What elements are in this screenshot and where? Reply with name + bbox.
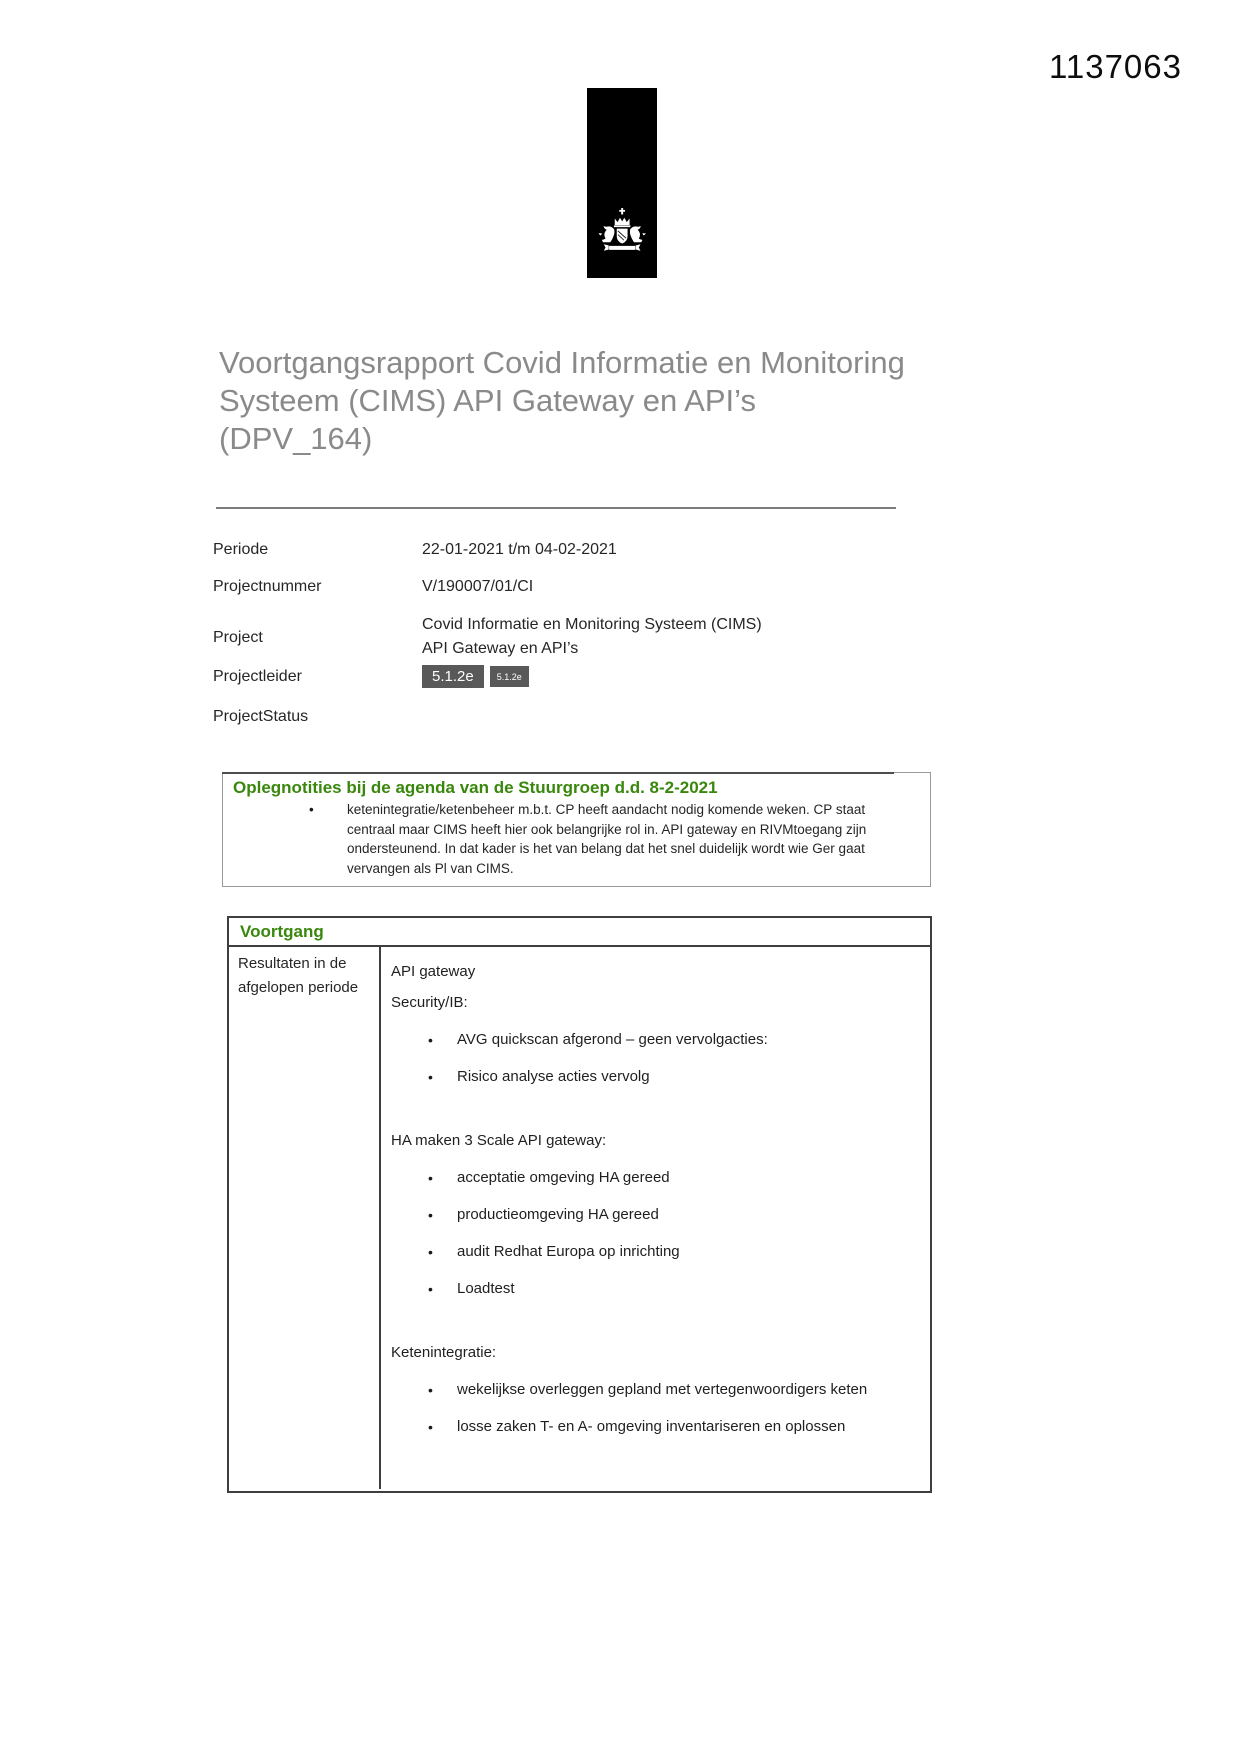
redaction-chip: 5.1.2e bbox=[422, 665, 484, 688]
bullet-icon: • bbox=[428, 1207, 433, 1223]
voortgang-item bbox=[391, 1168, 914, 1188]
voortgang-item-text: acceptatie omgeving HA gereed bbox=[457, 1169, 670, 1186]
bullet-icon: • bbox=[428, 1281, 433, 1297]
report-title-line1: Voortgangsrapport Covid Informatie en Monitoring bbox=[219, 345, 905, 380]
bullet-icon: • bbox=[428, 1170, 433, 1186]
doc-number: 1137063 bbox=[1048, 48, 1182, 85]
voortgang-title: Voortgang bbox=[240, 921, 324, 941]
voortgang-body-row bbox=[229, 947, 930, 1489]
title-divider bbox=[216, 507, 896, 509]
voortgang-item-text: HA maken 3 Scale API gateway: bbox=[391, 1132, 607, 1149]
projectstatus-label: ProjectStatus bbox=[213, 708, 309, 725]
voortgang-row-label bbox=[229, 947, 381, 1489]
report-title-line3: (DPV_164) bbox=[219, 421, 373, 456]
opleg-bullet-item bbox=[223, 800, 930, 878]
voortgang-item bbox=[391, 1417, 914, 1437]
periode-label: Periode bbox=[213, 541, 269, 558]
project-value-line1: Covid Informatie en Monitoring Systeem (CIMS) bbox=[422, 616, 762, 633]
bullet-icon: • bbox=[309, 802, 314, 817]
voortgang-item-text: AVG quickscan afgerond – geen vervolgacties: bbox=[457, 1031, 768, 1048]
bullet-icon: • bbox=[428, 1419, 433, 1435]
report-title-line2: Systeem (CIMS) API Gateway en API’s bbox=[219, 383, 756, 418]
metadata-section bbox=[213, 539, 933, 727]
voortgang-item-text: Risico analyse acties vervolg bbox=[457, 1068, 650, 1085]
voortgang-item-text: productieomgeving HA gereed bbox=[457, 1206, 659, 1223]
projectnummer-label: Projectnummer bbox=[213, 578, 322, 595]
projectleider-redactions bbox=[422, 665, 529, 688]
opleg-box-title: Oplegnotities bij de agenda van de Stuurgroep d.d. 8-2-2021 bbox=[233, 778, 718, 797]
voortgang-item-text: API gateway bbox=[391, 963, 476, 980]
opleg-notes-box bbox=[222, 772, 931, 887]
voortgang-item bbox=[391, 1242, 914, 1262]
projectnummer-value: V/190007/01/CI bbox=[422, 578, 534, 595]
metadata-row-projectnummer bbox=[213, 576, 933, 597]
voortgang-item bbox=[391, 1279, 914, 1299]
voortgang-item bbox=[391, 993, 914, 1013]
voortgang-item-text: audit Redhat Europa op inrichting bbox=[457, 1243, 680, 1260]
redaction-chip: 5.1.2e bbox=[490, 666, 529, 687]
bullet-icon: • bbox=[428, 1244, 433, 1260]
opleg-box-top-line bbox=[222, 772, 894, 774]
row-label-line1: Resultaten in de bbox=[238, 955, 347, 972]
voortgang-item bbox=[391, 1067, 914, 1087]
row-label-line2: afgelopen periode bbox=[238, 979, 359, 996]
voortgang-item bbox=[391, 962, 914, 982]
dutch-coat-of-arms-icon bbox=[593, 197, 651, 269]
voortgang-item bbox=[391, 1030, 914, 1050]
bullet-icon: • bbox=[428, 1382, 433, 1398]
voortgang-item-text: Security/IB: bbox=[391, 994, 468, 1011]
voortgang-item-text: wekelijkse overleggen gepland met vertegenwoordigers keten bbox=[457, 1381, 868, 1398]
voortgang-item-text: Loadtest bbox=[457, 1280, 515, 1297]
periode-value: 22-01-2021 t/m 04-02-2021 bbox=[422, 541, 617, 558]
metadata-row-project bbox=[213, 613, 933, 661]
metadata-row-projectstatus bbox=[213, 706, 933, 727]
project-value-line2: API Gateway en API’s bbox=[422, 640, 579, 657]
voortgang-item bbox=[391, 1205, 914, 1225]
voortgang-item-text: Ketenintegratie: bbox=[391, 1344, 497, 1361]
voortgang-item bbox=[391, 1131, 914, 1151]
voortgang-item-text: losse zaken T- en A- omgeving inventariseren en oplossen bbox=[457, 1418, 846, 1435]
voortgang-header-row bbox=[229, 918, 930, 947]
voortgang-table bbox=[227, 916, 932, 1493]
opleg-bullet-text: ketenintegratie/ketenbeheer m.b.t. CP heeft aandacht nodig komende weken. CP staat centraal maar CIMS heeft hier ook belangrijke rol in. API gateway en RIVMtoegang zijn ondersteunend. In dat kader is het van belang dat het snel duidelijk wordt wie Ger gaat vervangen als Pl van CIMS. bbox=[347, 802, 867, 876]
bullet-icon: • bbox=[428, 1032, 433, 1048]
metadata-row-periode bbox=[213, 539, 933, 560]
project-label: Project bbox=[213, 628, 263, 646]
metadata-row-projectleider bbox=[213, 665, 933, 688]
report-title bbox=[219, 344, 905, 458]
project-value bbox=[422, 613, 762, 661]
voortgang-content-cell bbox=[381, 947, 930, 1489]
projectleider-label: Projectleider bbox=[213, 668, 302, 685]
voortgang-item bbox=[391, 1343, 914, 1363]
rijksoverheid-logo bbox=[587, 88, 657, 278]
bullet-icon: • bbox=[428, 1069, 433, 1085]
voortgang-item bbox=[391, 1380, 914, 1400]
